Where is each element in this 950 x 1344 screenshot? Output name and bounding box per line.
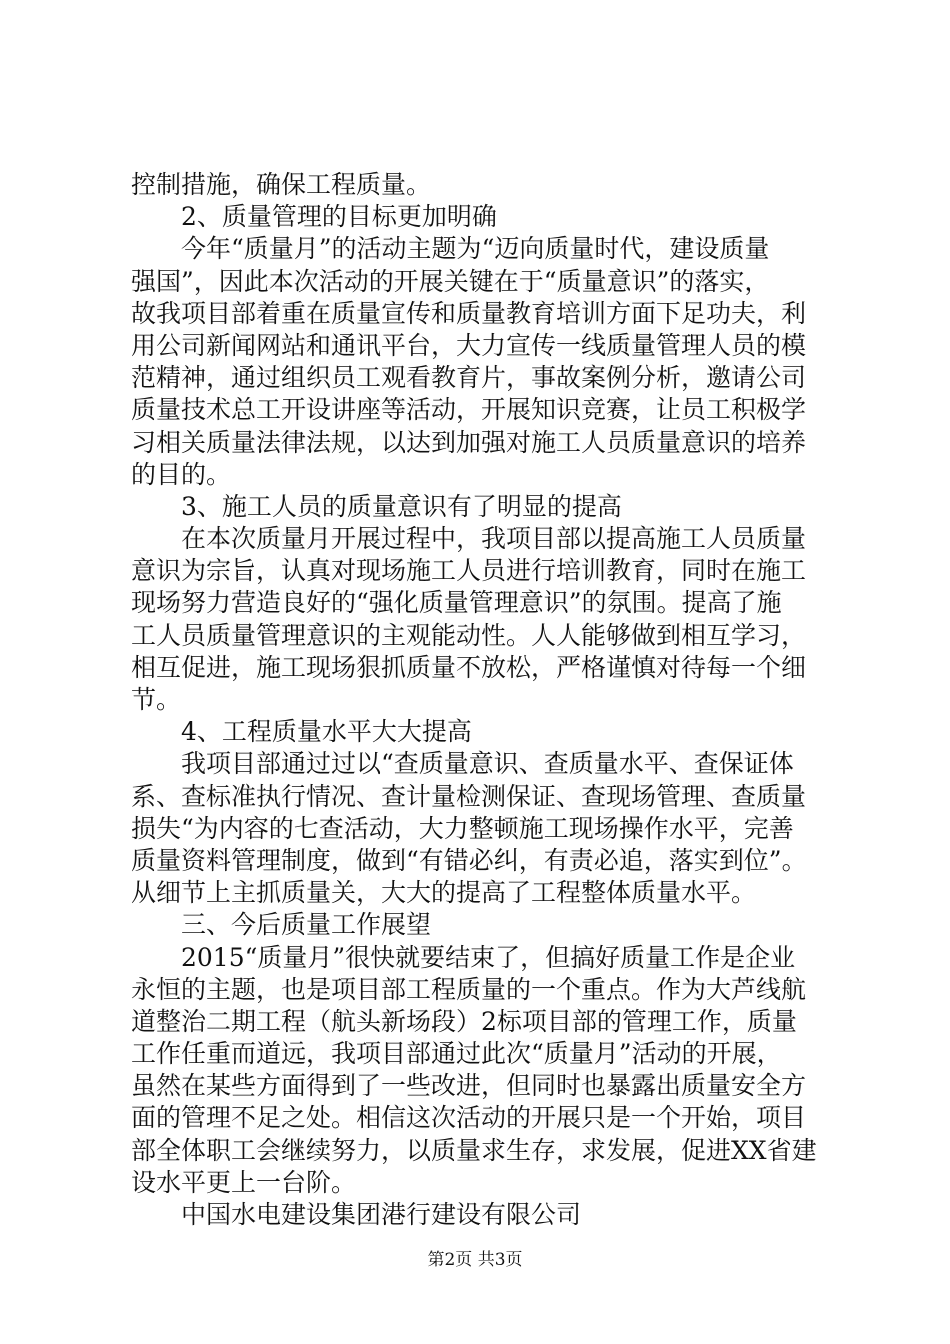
- paragraph-line: 2015“质量月”很快就要结束了，但搞好质量工作是企业: [181, 942, 796, 972]
- paragraph-line: 范精神，通过组织员工观看教育片，事故案例分析，邀请公司: [131, 363, 807, 393]
- paragraph-line: 虽然在某些方面得到了一些改进，但同时也暴露出质量安全方: [131, 1071, 807, 1101]
- section-heading: 2、质量管理的目标更加明确: [181, 202, 497, 232]
- paragraph-line: 故我项目部着重在质量宣传和质量教育培训方面下足功夫，利: [131, 298, 807, 328]
- text-line: 控制措施，确保工程质量。: [131, 170, 432, 199]
- section-heading: 4、工程质量水平大大提高: [181, 717, 472, 747]
- paragraph-line: 相互促进，施工现场狠抓质量不放松，严格谨慎对待每一个细: [131, 652, 807, 682]
- paragraph-line: 节。: [131, 685, 182, 714]
- paragraph-line: 强国”，因此本次活动的开展关键在于“质量意识”的落实，: [131, 266, 770, 296]
- paragraph-line: 用公司新闻网站和通讯平台，大力宣传一线质量管理人员的模: [131, 330, 807, 360]
- document-body: [131, 169, 831, 1231]
- paragraph-line: 我项目部通过过以“查质量意识、查质量水平、查保证体: [181, 749, 794, 779]
- paragraph-line: 今年“质量月”的活动主题为“迈向质量时代，建设质量: [181, 234, 770, 264]
- paragraph-line: 道整治二期工程（航头新场段）2标项目部的管理工作，质量: [131, 1006, 797, 1036]
- paragraph-line: 在本次质量月开展过程中，我项目部以提高施工人员质量: [181, 524, 807, 554]
- paragraph-line: 质量资料管理制度，做到“有错必纠，有责必追，落实到位”。: [131, 845, 807, 875]
- paragraph-line: 从细节上主抓质量关，大大的提高了工程整体质量水平。: [131, 878, 757, 908]
- paragraph-line: 的目的。: [131, 459, 232, 489]
- section-heading: 3、施工人员的质量意识有了明显的提高: [181, 491, 622, 521]
- paragraph-line: 设水平更上一台阶。: [131, 1167, 357, 1197]
- paragraph-line: 意识为宗旨，认真对现场施工人员进行培训教育，同时在施工: [131, 556, 807, 586]
- paragraph-line: 习相关质量法律法规，以达到加强对施工人员质量意识的培养: [131, 427, 807, 457]
- paragraph-line: 损失“为内容的七查活动，大力整顿施工现场操作水平，完善: [131, 813, 794, 843]
- paragraph-line: 永恒的主题，也是项目部工程质量的一个重点。作为大芦线航: [131, 974, 807, 1004]
- paragraph-line: 工作任重而道远，我项目部通过此次“质量月”活动的开展，: [131, 1039, 782, 1069]
- paragraph-line: 部全体职工会继续努力，以质量求生存，求发展，促进XX省建: [131, 1135, 817, 1165]
- paragraph-line: 工人员质量管理意识的主观能动性。人人能够做到相互学习，: [131, 620, 807, 650]
- page-number: 第2页 共3页: [427, 1250, 523, 1270]
- paragraph-line: 系、查标准执行情况、查计量检测保证、查现场管理、查质量: [131, 781, 807, 811]
- section-heading: 三、今后质量工作展望: [181, 910, 432, 940]
- paragraph-line: 质量技术总工开设讲座等活动，开展知识竞赛，让员工积极学: [131, 395, 807, 425]
- signature-company: 中国水电建设集团港行建设有限公司: [181, 1200, 582, 1229]
- paragraph-line: 面的管理不足之处。相信这次活动的开展只是一个开始，项目: [131, 1103, 807, 1133]
- paragraph-line: 现场努力营造良好的“强化质量管理意识”的氛围。提高了施: [131, 588, 782, 618]
